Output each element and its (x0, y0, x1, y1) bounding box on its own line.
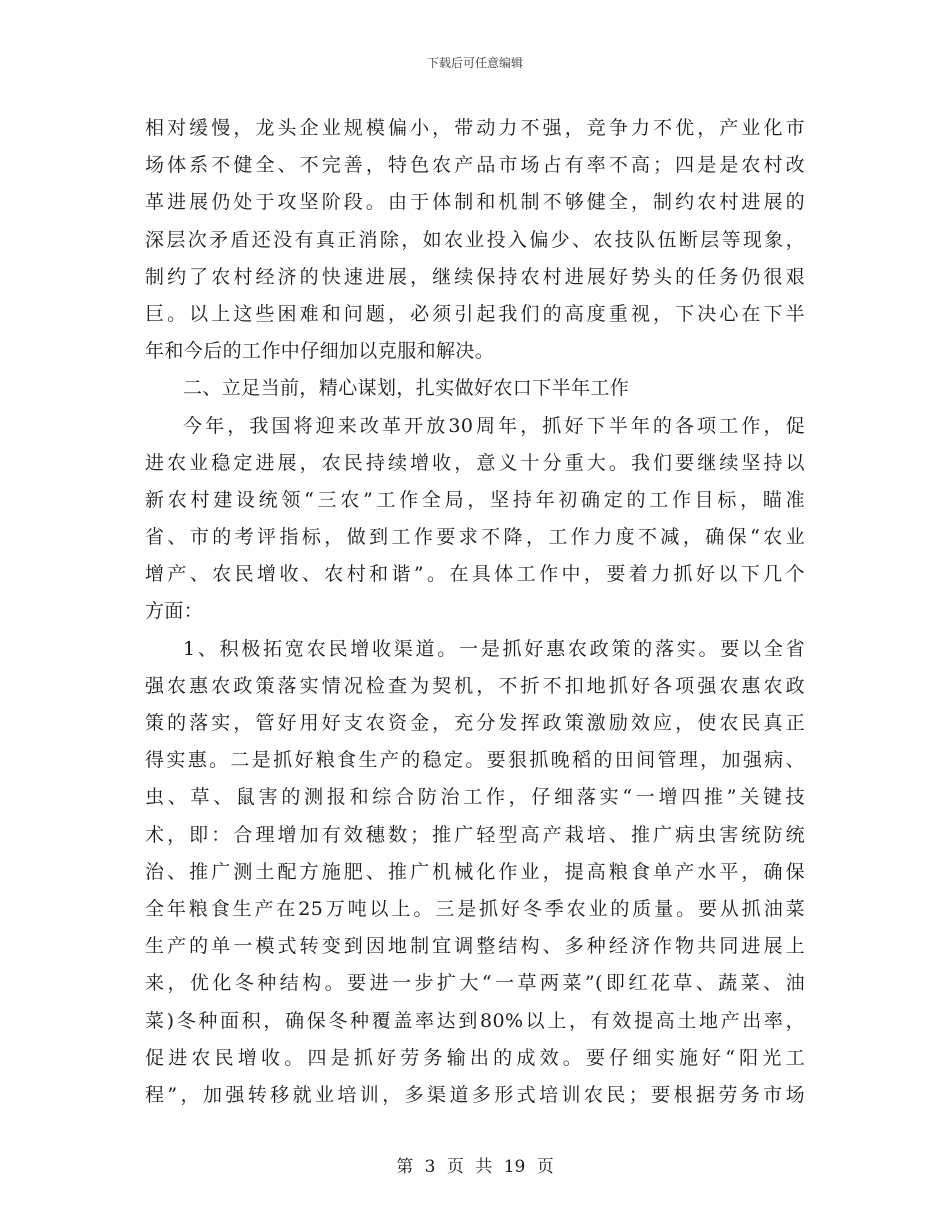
text-line: 方面： (145, 600, 204, 623)
text-line: 革进展仍处于攻坚阶段。由于体制和机制不够健全，制约农村进展的 (145, 191, 805, 214)
text-line: 进农业稳定进展，农民持续增收，意义十分重大。我们要继续坚持以 (145, 451, 805, 474)
text-line: 二、立足当前，精心谋划，扎实做好农口下半年工作 (183, 377, 630, 400)
text-line: 全年粮食生产在25万吨以上。三是抓好冬季农业的质量。要从抓油菜 (145, 897, 805, 920)
text-line: 深层次矛盾还没有真正消除，如农业投入偏少、农技队伍断层等现象， (145, 228, 805, 251)
text-line: 制约了农村经济的快速进展，继续保持农村进展好势头的任务仍很艰 (145, 265, 805, 288)
text-line: 虫、草、鼠害的测报和综合防治工作，仔细落实“一增四推”关键技 (145, 786, 805, 809)
text-line: 省、市的考评指标，做到工作要求不降，工作力度不减，确保“农业 (145, 526, 805, 549)
text-line: 生产的单一模式转变到因地制宜调整结构、多种经济作物共同进展上 (145, 935, 805, 958)
text-line: 相对缓慢，龙头企业规模偏小，带动力不强，竞争力不优，产业化市 (145, 117, 805, 139)
page-header: 下载后可任意编辑 (426, 56, 523, 70)
text-line: 强农惠农政策落实情况检查为契机，不折不扣地抓好各项强农惠农政 (145, 674, 805, 697)
text-line: 得实惠。二是抓好粮食生产的稳定。要狠抓晚稻的田间管理，加强病、 (145, 749, 805, 772)
text-line: 来，优化冬种结构。要进一步扩大“一草两菜”(即红花草、蔬菜、油 (145, 972, 805, 995)
text-line: 新农村建设统领“三农”工作全局，坚持年初确定的工作目标，瞄准 (145, 488, 805, 511)
text-line: 年和今后的工作中仔细加以克服和解决。 (145, 340, 495, 363)
page-footer: 第 3 页 共 19 页 (396, 1157, 554, 1177)
text-line: 术，即：合理增加有效穗数；推广轻型高产栽培、推广病虫害统防统 (145, 823, 805, 846)
text-line: 程”，加强转移就业培训，多渠道多形式培训农民；要根据劳务市场 (145, 1083, 805, 1106)
text-line: 治、推广测土配方施肥、推广机械化作业，提高粮食单产水平，确保 (145, 860, 805, 883)
text-line: 增产、农民增收、农村和谐”。在具体工作中，要着力抓好以下几个 (145, 563, 805, 586)
text-line: 巨。以上这些困难和问题，必须引起我们的高度重视，下决心在下半 (145, 302, 805, 325)
text-line: 今年，我国将迎来改革开放30周年，抓好下半年的各项工作，促 (183, 414, 805, 437)
text-line: 菜)冬种面积，确保冬种覆盖率达到80%以上，有效提高土地产出率， (145, 1009, 805, 1032)
text-line: 促进农民增收。四是抓好劳务输出的成效。要仔细实施好“阳光工 (145, 1046, 805, 1069)
text-line: 策的落实，管好用好支农资金，充分发挥政策激励效应，使农民真正 (145, 712, 805, 734)
text-line: 1、积极拓宽农民增收渠道。一是抓好惠农政策的落实。要以全省 (183, 637, 805, 660)
text-line: 场体系不健全、不完善，特色农产品市场占有率不高；四是是农村改 (145, 154, 805, 177)
document-body (145, 110, 805, 1114)
